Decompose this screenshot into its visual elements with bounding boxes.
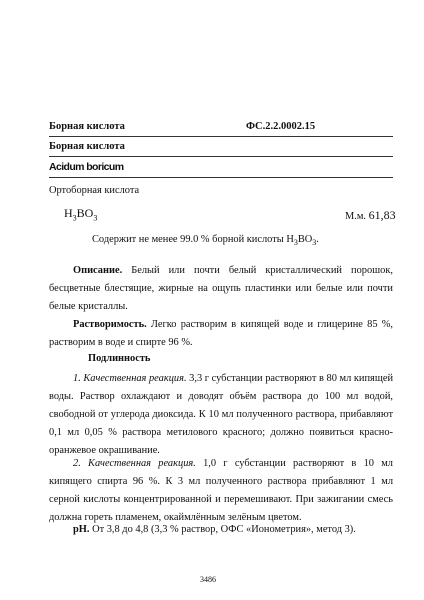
solubility-text: Легко растворим в кипящей воде и глицерине 85 %, растворим в воде и спирте 96 %. bbox=[49, 319, 393, 348]
monograph-code: ФС.2.2.0002.15 bbox=[246, 121, 316, 132]
identity-heading: Подлинность bbox=[88, 353, 151, 364]
description-label: Описание. bbox=[73, 265, 123, 276]
header-divider-3 bbox=[49, 177, 393, 178]
latin-title: Acidum boricum bbox=[49, 161, 124, 173]
synonym: Ортоборная кислота bbox=[49, 185, 140, 196]
ph-label: pH. bbox=[73, 524, 90, 535]
description-text: Белый или почти белый кристаллический порошок, бесцветные блестящие, жирные на ощупь пластинки или белые или почти белые кристаллы. bbox=[49, 265, 393, 312]
reaction-2-paragraph bbox=[49, 455, 393, 527]
solubility-paragraph bbox=[49, 316, 393, 352]
ph-text: От 3,8 до 4,8 (3,3 % раствор, ОФС «Ионометрия», метод 3). bbox=[89, 524, 356, 535]
reaction-2-text: 1,0 г субстанции растворяют в 10 мл кипящего спирта 96 %. К 3 мл полученного раствора прибавляют 1 мл серной кислоты концентрированной и перемешивают. При зажигании смесь должна гореть пламенем, окаймлённым зелёным цветом. bbox=[49, 458, 393, 523]
header-divider-2 bbox=[49, 156, 393, 157]
reaction-1-paragraph bbox=[49, 370, 393, 460]
reaction-1-text: 3,3 г субстанции растворяют в 80 мл кипящей воды. Раствор охлаждают и доводят объём раствора до 100 мл водой, свободной от углерода диоксида. К 10 мл полученного раствора, прибавляют 0,1 мл 0,05 % раствора метилового красного; должно появиться красно-оранжевое окрашивание. bbox=[49, 373, 394, 456]
reaction-1-label: 1. Качественная реакция. bbox=[73, 373, 187, 384]
chemical-formula: $H_3BO_3$ bbox=[64, 206, 98, 223]
page-number: 3486 bbox=[200, 575, 216, 584]
ph-paragraph bbox=[49, 521, 393, 539]
monograph-title-repeat: Борная кислота bbox=[49, 141, 125, 152]
header-divider bbox=[49, 136, 393, 137]
content-statement: Содержит не менее 99.0 % борной кислоты $H_3BO_3$. bbox=[92, 234, 319, 248]
reaction-2-label: 2. Качественная реакция. bbox=[73, 458, 196, 469]
molar-mass: М.м. 61,83 bbox=[345, 208, 396, 222]
monograph-title: Борная кислота bbox=[49, 121, 125, 132]
solubility-label: Растворимость. bbox=[73, 319, 147, 330]
description-paragraph bbox=[49, 262, 393, 316]
